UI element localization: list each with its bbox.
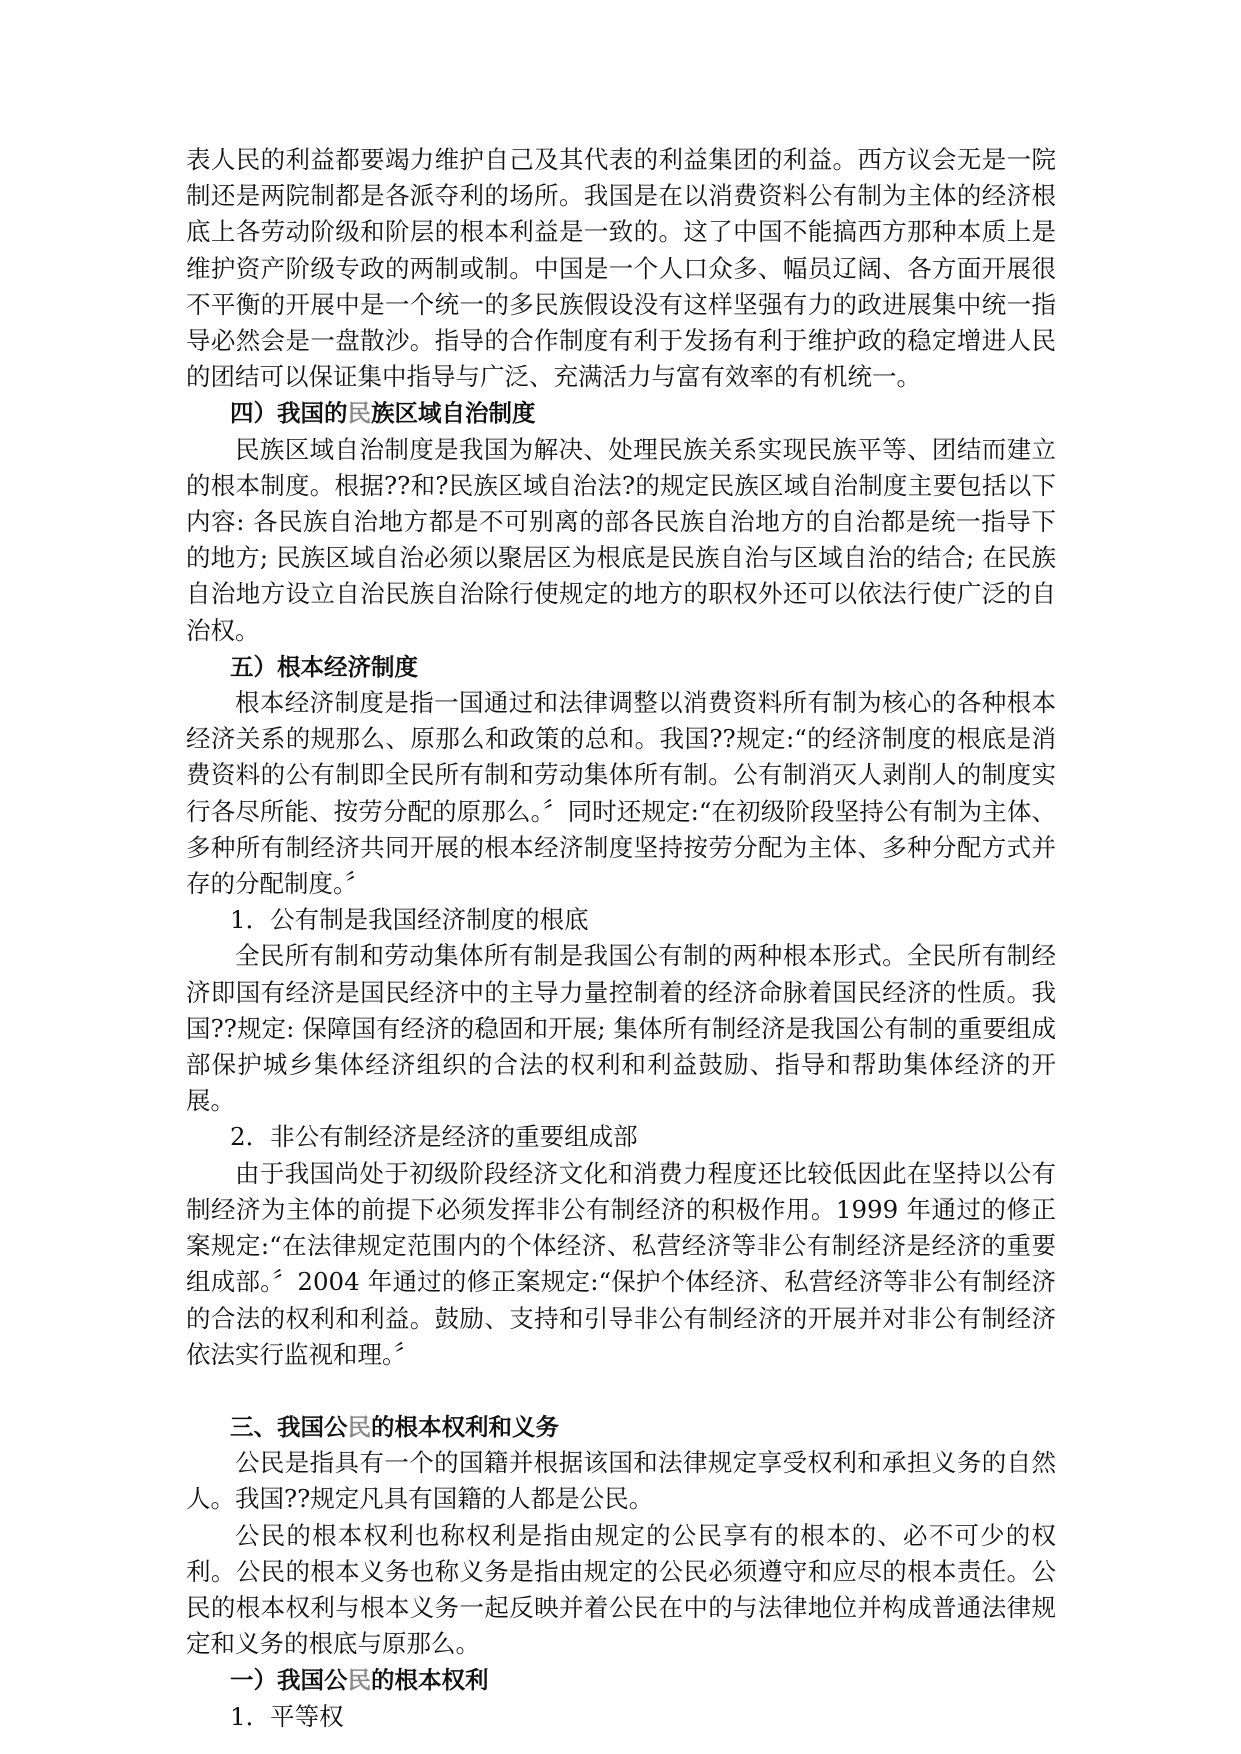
section-5-item-2-paragraph: 由于我国尚处于初级阶段经济文化和消费力程度还比较低因此在坚持以公有制经济为主体的前提下必须发挥非公有制经济的积极作用。1999 年通过的修正案规定:“在法律规定范围内的个体经济、私营经济等非公有制经济是经济的重要组成部。〞2004 年通过的修正案规定:“保护个体经济、私营经济等非公有制经济的合法的权利和利益。鼓励、支持和引导非公有制经济的开展并对非公有制经济依法实行监视和理。〞 xyxy=(186,1158,1056,1369)
section-4-heading-text-a: 四）我国的 xyxy=(230,399,348,428)
section-5-item-1-paragraph: 全民所有制和劳动集体所有制是我国公有制的两种根本形式。全民所有制经济即国有经济是国民经济中的主导力量控制着的经济命脉着国民经济的性质。我国??规定: 保障国有经济的稳固和开展; 集体所有制经济是我国公有制的重要组成部保护城乡集体经济组织的合法的权利和利益鼓励、指导和帮助集体经济的开展。 xyxy=(186,941,1056,1116)
part-3-sub-heading-text-a: 一）我国公 xyxy=(230,1666,348,1695)
section-5-item-1-title: 1．公有制是我国经济制度的根底 xyxy=(230,905,589,935)
part-3-paragraph-2: 公民的根本权利也称权利是指由规定的公民享有的根本的、必不可少的权利。公民的根本义务也称义务是指由规定的公民必须遵守和应尽的根本责任。公民的根本权利与根本义务一起反映并着公民在中的与法律地位并构成普通法律规定和义务的根底与原那么。 xyxy=(186,1520,1056,1659)
part-3-heading-text-a: 三、我国公 xyxy=(230,1412,348,1441)
document-page xyxy=(186,142,1056,1735)
section-5-item-2-title: 2．非公有制经济是经济的重要组成部 xyxy=(230,1122,638,1152)
part-3-sub-heading-text-b: 民 xyxy=(347,1666,371,1695)
section-4-paragraph: 民族区域自治制度是我国为解决、处理民族关系实现民族平等、团结而建立的根本制度。根据??和?民族区域自治法?的规定民族区域自治制度主要包括以下内容: 各民族自治地方都是不可别离的部各民族自治地方的自治都是统一指导下的地方; 民族区域自治必须以聚居区为根底是民族自治与区域自治的结合; 在民族自治地方设立自治民族自治除行使规定的地方的职权外还可以依法行使广泛的自治权。 xyxy=(186,434,1056,645)
part-3-sub-heading-text-c: 的根本权利 xyxy=(371,1666,489,1695)
part-3-item-1-title: 1．平等权 xyxy=(230,1701,344,1731)
part-3-heading-text-b: 民 xyxy=(347,1412,371,1441)
section-5-paragraph: 根本经济制度是指一国通过和法律调整以消费资料所有制为核心的各种根本经济关系的规那么、原那么和政策的总和。我国??规定:“的经济制度的根底是消费资料的公有制即全民所有制和劳动集体所有制。公有制消灭人剥削人的制度实行各尽所能、按劳分配的原那么。〞同时还规定:“在初级阶段坚持公有制为主体、多种所有制经济共同开展的根本经济制度坚持按劳分配为主体、多种分配方式并存的分配制度。〞 xyxy=(186,688,1056,899)
section-4-heading-text-b: 民 xyxy=(347,399,371,428)
part-3-heading-text-c: 的根本权利和义务 xyxy=(371,1412,559,1441)
part-3-heading xyxy=(186,1409,1056,1445)
intro-paragraph: 表人民的利益都要竭力维护自己及其代表的利益集团的利益。西方议会无是一院制还是两院制都是各派夺利的场所。我国是在以消费资料公有制为主体的经济根底上各劳动阶级和阶层的根本利益是一致的。这了中国不能搞西方那种本质上是维护资产阶级专政的两制或制。中国是一个人口众多、幅员辽阔、各方面开展很不平衡的开展中是一个统一的多民族假设没有这样坚强有力的政进展集中统一指导必然会是一盘散沙。指导的合作制度有利于发扬有利于维护政的稳定增进人民的团结可以保证集中指导与广泛、充满活力与富有效率的有机统一。 xyxy=(186,145,1056,392)
part-3-sub-heading xyxy=(186,1662,1056,1698)
section-4-heading-text-c: 族区域自治制度 xyxy=(371,399,536,428)
blank-line xyxy=(186,1373,1056,1409)
section-5-heading: 五）根本经济制度 xyxy=(230,652,418,681)
part-3-paragraph-1: 公民是指具有一个的国籍并根据该国和法律规定享受权利和承担义务的自然人。我国??规定凡具有国籍的人都是公民。 xyxy=(186,1448,1056,1514)
section-4-heading xyxy=(186,395,1056,431)
